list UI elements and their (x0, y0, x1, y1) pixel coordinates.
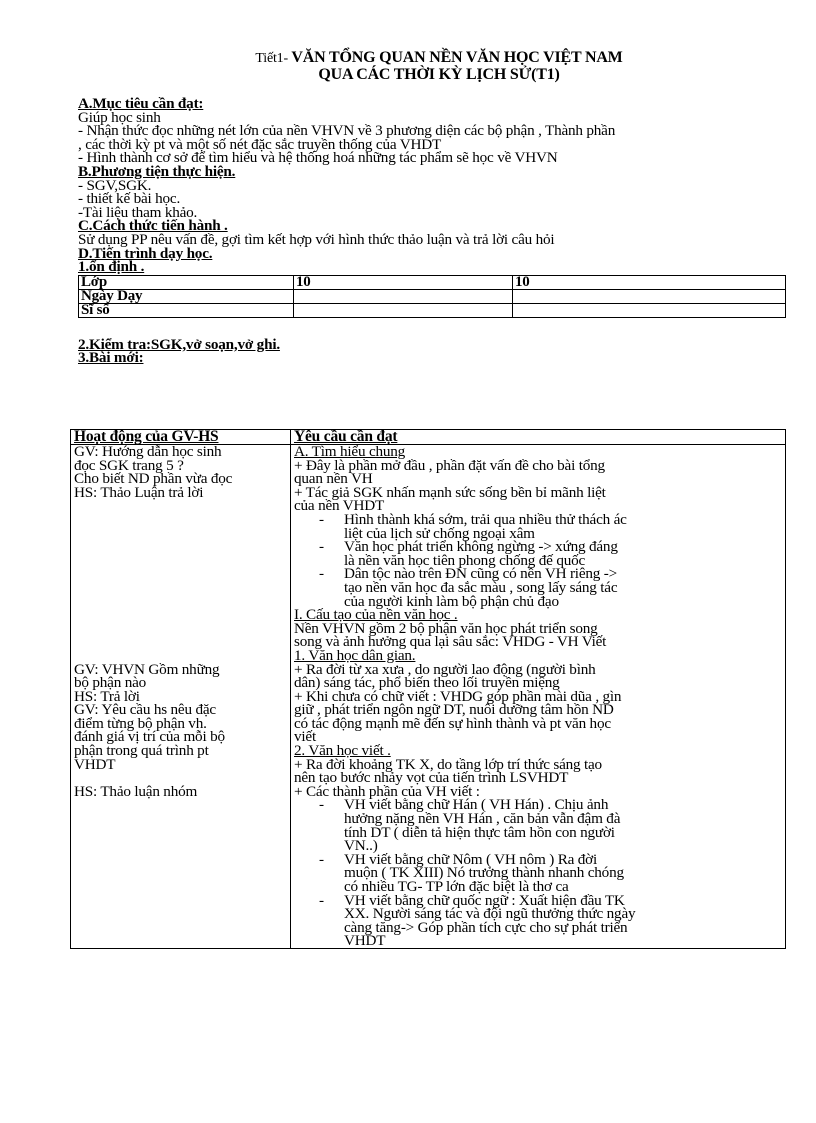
title-line-2: QUA CÁC THỜI KỲ LỊCH SỬ(T1) (318, 66, 560, 83)
activity-line (74, 635, 287, 649)
requirement-line: muộn ( TK XIII) Nó trưởng thành nhanh chóng (344, 864, 624, 882)
step-1-heading: 1.ổn định . (78, 258, 145, 276)
requirement-line: - Văn học phát triển không ngừng -> xứng đáng (294, 540, 782, 554)
requirement-line: VHDT (344, 932, 386, 950)
activity-line: GV: VHVN Gồm những (74, 660, 220, 678)
activity-header: Hoạt động của GV-HS (71, 430, 291, 445)
section-b-heading: B.Phương tiện thực hiện. (78, 162, 236, 180)
class-cell: Sĩ số (79, 303, 294, 317)
requirement-line: - VH viết bằng chữ Nôm ( VH nôm ) Ra đời (294, 853, 782, 867)
section-a-line: - Hình thành cơ sở để tìm hiểu và hệ thống hoá những tác phẩm sẽ học về VHVN (78, 149, 558, 167)
requirement-line: A. Tìm hiểu chung (294, 443, 406, 460)
requirement-line: có nhiều TG- TP lớn đặc biệt là thơ ca (344, 878, 569, 895)
activity-line (74, 567, 287, 581)
table-row (79, 289, 786, 303)
activity-line: HS: Trả lời (74, 687, 140, 705)
requirement-line: XX. Người sáng tác và đội ngũ thưởng thức ngày (344, 905, 636, 923)
section-a-line: - Nhận thức đọc những nét lớn của nền VHVN về 3 phương diện các bộ phận , Thành phần (78, 122, 616, 140)
section-a-heading: A.Mục tiêu cần đạt: (78, 95, 204, 112)
activity-line: Cho biết ND phần vừa đọc (74, 470, 233, 488)
class-cell: 10 (513, 275, 786, 289)
class-cell: Ngày Dạy (79, 289, 294, 303)
activity-line (74, 581, 287, 595)
table-row (79, 275, 786, 289)
requirement-line: + Khi chưa có chữ viết : VHDG góp phần mài dũa , gìn (294, 687, 622, 705)
table-row (79, 303, 786, 317)
step-2-heading: 2.Kiểm tra:SGK,vở soạn,vở ghi. (78, 335, 280, 353)
activity-line: HS: Thảo luận nhóm (74, 782, 198, 800)
requirement-line: tính DT ( diễn tả hiện thực tâm hồn con người (344, 823, 615, 841)
requirement-line: viết (294, 728, 316, 746)
requirement-header: Yêu cầu cần đạt (291, 430, 786, 445)
requirement-line: - VH viết bằng chữ Hán ( VH Hán) . Chịu ảnh (294, 798, 782, 812)
class-cell (294, 303, 513, 317)
activity-line: HS: Thảo Luận trả lời (74, 483, 204, 501)
requirement-line: VN..) (344, 837, 378, 855)
title-prefix: Tiết1- (255, 51, 288, 66)
requirement-line: - Hình thành khá sớm, trải qua nhiều thử thách ác (294, 513, 782, 527)
requirement-line: của người kinh làm bộ phận chủ đạo (344, 592, 559, 610)
activity-line: GV: Hướng dẫn học sinh (74, 443, 222, 460)
requirement-line: - VH viết bằng chữ quốc ngữ : Xuất hiện đầu TK (294, 894, 782, 908)
class-table (78, 275, 786, 318)
requirement-line: giữ , phát triển ngôn ngữ DT, nuôi dưỡng tâm hồn ND (294, 701, 614, 719)
activity-line: điểm từng bộ phận vh. (74, 714, 207, 732)
class-cell (294, 289, 513, 303)
activity-line: đọc SGK trang 5 ? (74, 456, 184, 474)
requirement-line: song và ảnh hưởng qua lại sâu sắc: VHDG - VH Viết (294, 633, 607, 651)
class-cell (513, 303, 786, 317)
lesson-title (88, 50, 790, 83)
requirement-line: 2. Văn học viết . (294, 742, 391, 760)
requirement-cell (291, 445, 786, 949)
section-a-line: , các thời kỳ pt và một số nét đặc sắc truyền thống của VHDT (78, 135, 442, 153)
document-page (74, 49, 790, 950)
requirement-line: quan nền VH (294, 470, 373, 488)
activity-line: VHDT (74, 755, 116, 773)
requirement-line: + Ra đời khoảng TK X, do tầng lớp trí thức sáng tạo (294, 755, 602, 773)
class-cell: Lớp (79, 275, 294, 289)
section-b-line: - SGV,SGK. (78, 176, 152, 194)
activity-line: đánh giá vị trí của mỗi bộ (74, 728, 225, 746)
step-3-heading: 3.Bài mới: (78, 349, 144, 367)
requirement-line: I. Cấu tạo của nền văn học . (294, 606, 458, 624)
title-line-1: VĂN TỔNG QUAN NỀN VĂN HỌC VIỆT NAM (291, 49, 623, 66)
requirement-line: của nền VHDT (294, 497, 385, 515)
requirement-line: là nền văn học tiên phong chống đế quốc (344, 551, 586, 569)
section-b-line: - thiết kế bài học. (78, 190, 181, 208)
activity-line (74, 595, 287, 609)
activity-line (74, 608, 287, 622)
requirement-line: + Ra đời từ xa xưa , do người lao động (người bình (294, 660, 596, 678)
activity-line (74, 540, 287, 554)
activity-line (74, 513, 287, 527)
requirement-line: 1. Văn học dân gian. (294, 646, 416, 664)
class-cell (513, 289, 786, 303)
section-b-line: -Tài liệu tham khảo. (78, 203, 198, 221)
section-c-heading: C.Cách thức tiến hành . (78, 217, 228, 235)
requirement-line: càng tăng-> Góp phần tích cực cho sự phát triển (344, 918, 628, 936)
activity-line: bộ phận nào (74, 674, 147, 692)
requirement-line: Nền VHVN gồm 2 bộ phận văn học phát triển song (294, 619, 598, 637)
table-row (71, 445, 786, 949)
requirement-line: - Dân tộc nào trên ĐN cũng có nền VH riêng -> (294, 567, 782, 581)
activity-line (74, 622, 287, 636)
requirement-line: dân) sáng tác, phổ biến theo lối truyền miệng (294, 674, 560, 692)
requirement-line: + Đây là phần mở đầu , phần đặt vấn đề cho bài tổng (294, 456, 605, 474)
activity-cell (71, 445, 291, 949)
section-d-heading: D.Tiến trình dạy học. (78, 244, 213, 262)
requirement-line: + Tác giả SGK nhấn mạnh sức sống bền bỉ mãnh liệt (294, 483, 606, 501)
requirement-line: nên tạo bước nhảy vọt của tiến trình LSVHDT (294, 769, 569, 787)
activity-line (74, 554, 287, 568)
requirement-line: liệt của lịch sử chống ngoại xâm (344, 524, 535, 542)
requirement-line: tạo nền văn học đa sắc màu , song lấy sáng tác (344, 578, 618, 596)
activity-line: GV: Yêu cầu hs nêu đặc (74, 701, 216, 719)
activity-line: phận trong quá trình pt (74, 742, 209, 760)
requirement-line: hưởng nặng nền VH Hán , căn bản vẫn đậm đà (344, 810, 621, 828)
class-cell: 10 (294, 275, 513, 289)
requirement-line: + Các thành phần của VH viết : (294, 782, 480, 800)
lesson-table (70, 429, 786, 949)
activity-line (74, 499, 287, 513)
section-c-line: Sử dụng PP nêu vấn đề, gợi tìm kết hợp với hình thức thảo luận và trả lời câu hỏi (78, 230, 555, 248)
requirement-line: có tác động mạnh mẽ đến sự hình thành và pt văn học (294, 714, 611, 732)
section-a-line: Giúp học sinh (78, 108, 161, 126)
activity-line (74, 527, 287, 541)
